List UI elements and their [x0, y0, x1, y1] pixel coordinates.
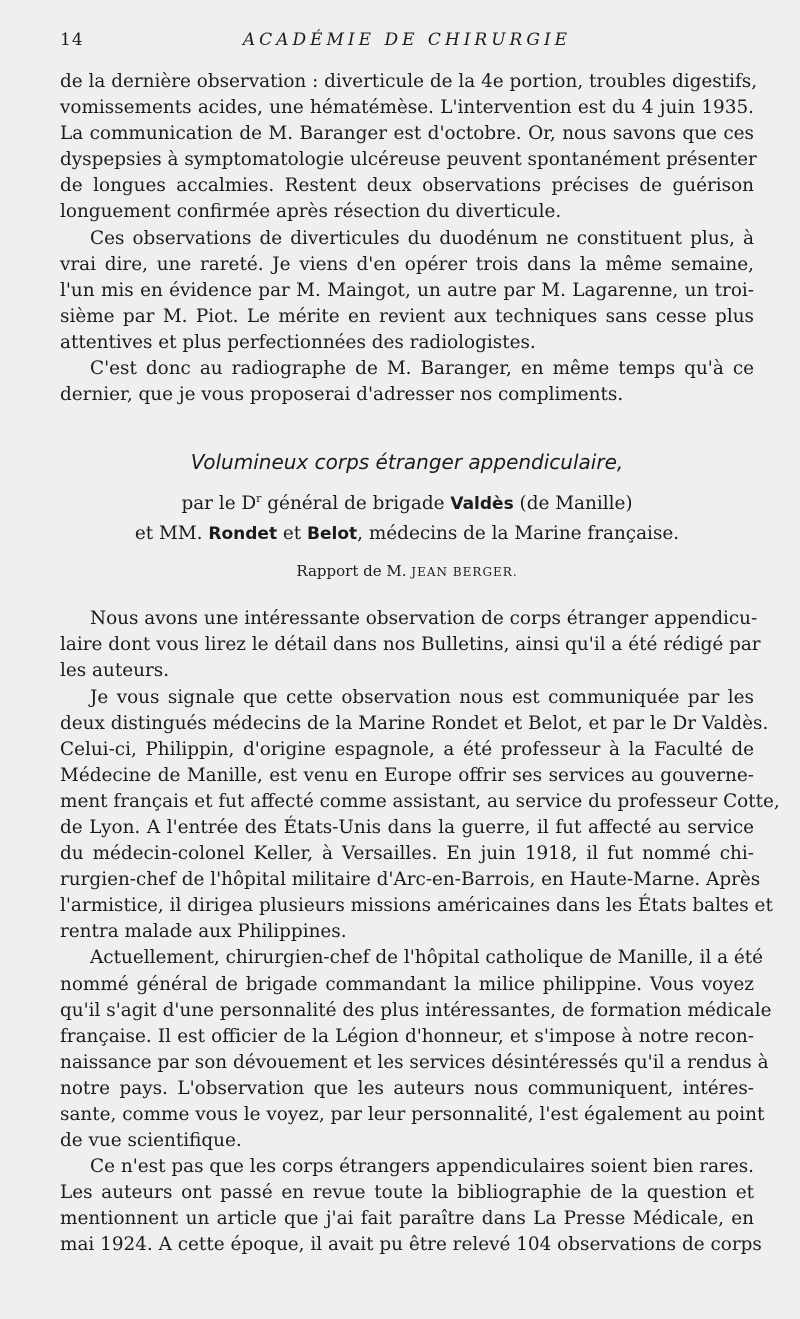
author-name: Rondet [208, 524, 278, 545]
byline-text: général de brigade [261, 493, 451, 515]
text-line: Médecine de Manille, est venu en Europe offrir ses services au gouverne- [60, 764, 754, 786]
text-line: Je vous signale que cette observation nous est communiquée par les [90, 686, 754, 708]
text-line: l'armistice, il dirigea plusieurs missions américaines dans les États baltes et [60, 895, 773, 917]
text-line: de longues accalmies. Restent deux observations précises de guérison [60, 175, 754, 197]
text-line: ment français et fut affecté comme assistant, au service du professeur Cotte, [60, 790, 780, 812]
page-number: 14 [60, 30, 84, 50]
text-line: Ces observations de diverticules du duodénum ne constituent plus, à [90, 227, 754, 249]
running-head: ACADÉMIE DE CHIRURGIE [242, 30, 572, 50]
report-prefix: Rapport de M. [296, 562, 412, 581]
text-line: laire dont vous lirez le détail dans nos Bulletins, ainsi qu'il a été rédigé par [60, 634, 761, 656]
text-line: vrai dire, une rareté. Je viens d'en opérer trois dans la même semaine, [60, 253, 754, 275]
byline-superscript: r [256, 492, 262, 506]
text-line: C'est donc au radiographe de M. Baranger, en même temps qu'à ce [90, 358, 754, 380]
report-attribution [60, 559, 754, 584]
text-line: française. Il est officier de la Légion d'honneur, et s'impose à notre recon- [60, 1025, 754, 1047]
text-line: vomissements acides, une hématémèse. L'intervention est du 4 juin 1935. [60, 97, 754, 119]
byline-line-1 [60, 489, 754, 519]
text-line: nommé général de brigade commandant la milice philippine. Vous voyez [60, 973, 754, 995]
author-name: Valdès [450, 494, 514, 515]
text-line: Nous avons une intéressante observation de corps étranger appendicu- [90, 608, 758, 630]
text-line: naissance par son dévouement et les services désintéressés qu'il a rendus à [60, 1051, 769, 1073]
text-line: de vue scientifique. [60, 1130, 242, 1152]
text-line: de Lyon. A l'entrée des États-Unis dans la guerre, il fut affecté au service [60, 816, 754, 838]
byline-text: et MM. [134, 523, 209, 545]
intro-section [60, 69, 758, 408]
text-line: rentra malade aux Philippines. [60, 921, 347, 943]
article-title: Volumineux corps étranger appendiculaire, [190, 450, 624, 475]
text-line: attentives et plus perfectionnées des radiologistes. [60, 331, 536, 353]
byline-text: par le D [181, 493, 257, 515]
text-line: rurgien-chef de l'hôpital militaire d'Arc-en-Barrois, en Haute-Marne. Après [60, 869, 761, 891]
text-line: dernier, que je vous proposerai d'adresser nos compliments. [60, 384, 624, 406]
text-line: les auteurs. [60, 660, 170, 682]
text-line: Celui-ci, Philippin, d'origine espagnole, a été professeur à la Faculté de [60, 738, 754, 760]
text-line: longuement confirmée après résection du diverticule. [60, 201, 562, 223]
text-line: mai 1924. A cette époque, il avait pu être relevé 104 observations de corps [60, 1234, 762, 1256]
byline-line-2 [60, 519, 754, 549]
article-byline [60, 489, 754, 549]
text-line: Ce n'est pas que les corps étrangers appendiculaires soient bien rares. [90, 1156, 754, 1178]
text-line: du médecin-colonel Keller, à Versailles. En juin 1918, il fut nommé chi- [60, 843, 754, 865]
text-line: sante, comme vous le voyez, par leur personnalité, l'est également au point [60, 1104, 765, 1125]
text-line: de la dernière observation : diverticule de la 4e portion, troubles digestifs, [60, 71, 758, 92]
text-line: mentionnent un article que j'ai fait paraître dans La Presse Médicale, en [60, 1208, 754, 1230]
byline-text: et [277, 523, 308, 545]
text-line: La communication de M. Baranger est d'octobre. Or, nous savons que ces [60, 123, 754, 145]
text-line: sième par M. Piot. Le mérite en revient aux techniques sans cesse plus [60, 305, 754, 327]
page-header [60, 30, 754, 56]
byline-text: (de Manille) [513, 493, 633, 515]
text-line: Actuellement, chirurgien-chef de l'hôpital catholique de Manille, il a été [90, 947, 764, 969]
text-line: notre pays. L'observation que les auteurs nous communiquent, intéres- [60, 1077, 754, 1099]
byline-text: , médecins de la Marine française. [357, 523, 680, 545]
author-name: Belot [307, 524, 358, 545]
text-line: deux distingués médecins de la Marine Rondet et Belot, et par le Dr Valdès. [60, 712, 769, 734]
text-line: l'un mis en évidence par M. Maingot, un autre par M. Lagarenne, un troi- [60, 279, 754, 301]
text-line: qu'il s'agit d'une personnalité des plus intéressantes, de formation médicale [60, 999, 772, 1021]
text-line: dyspepsies à symptomatologie ulcéreuse peuvent spontanément présenter [60, 149, 757, 171]
report-author: JEAN BERGER. [411, 565, 518, 580]
report-section [60, 606, 780, 1258]
text-line: Les auteurs ont passé en revue toute la bibliographie de la question et [60, 1182, 754, 1204]
body-text [60, 69, 780, 1259]
